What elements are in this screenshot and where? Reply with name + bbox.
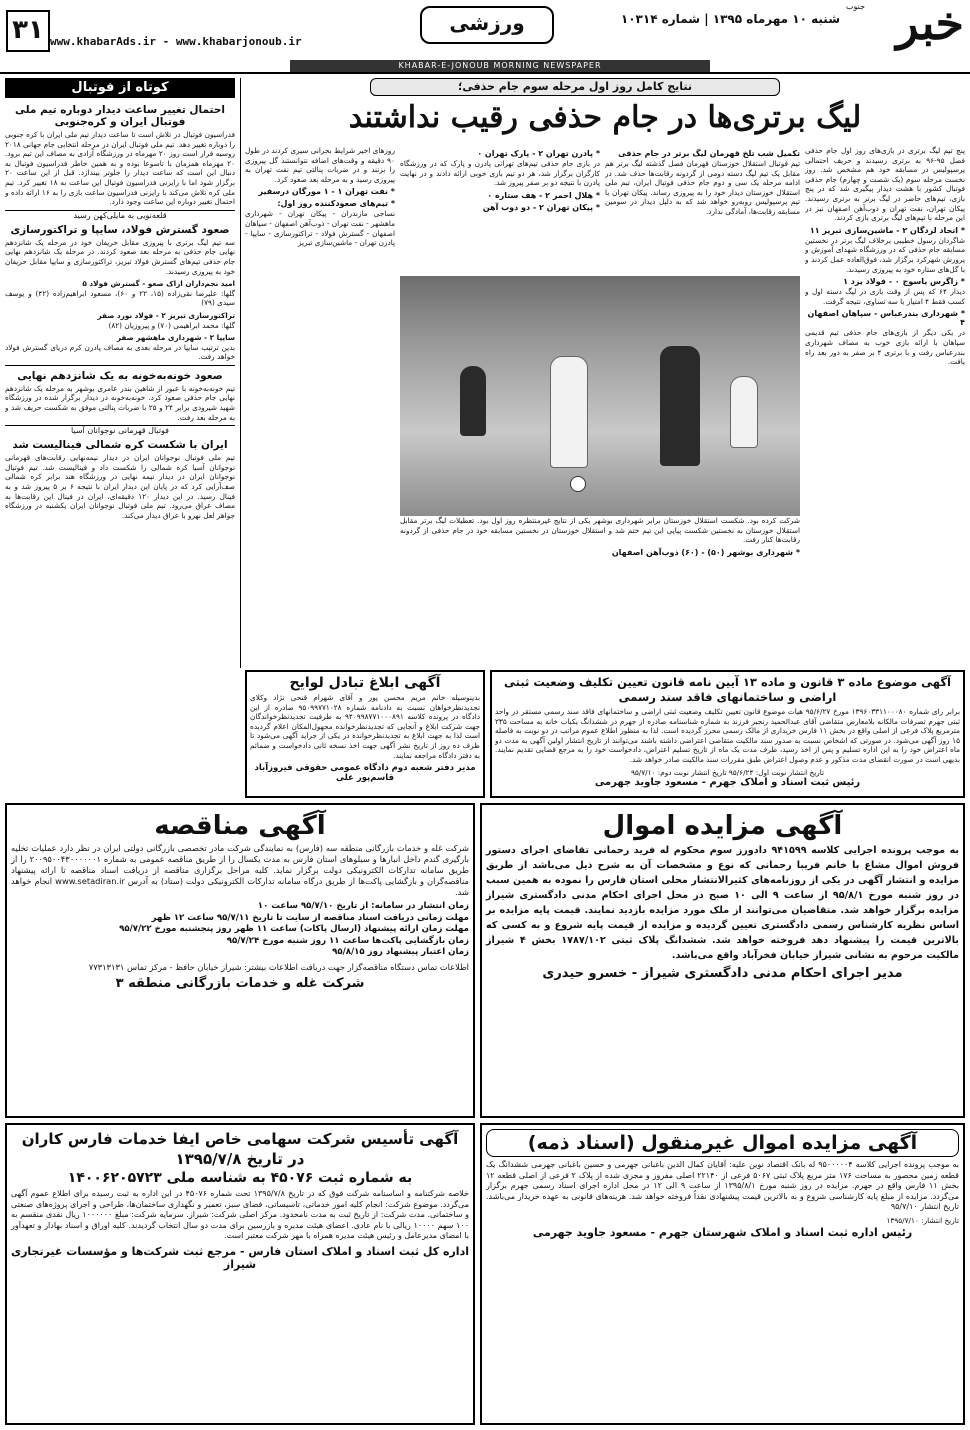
- story-subhead: * زاگرس یاسوج ۰ - فولاد یزد ۱: [843, 277, 965, 287]
- ad-contact: اطلاعات تماس دستگاه مناقصه‌گزار جهت دریافت اطلاعات بیشتر: شیراز خیابان حافظ - مرکز تماس ۷۷۳۱۳۱۳۱: [88, 961, 469, 972]
- story-subhead: * نفت تهران ۱ - ۱ مورگان درسفیر: [258, 187, 395, 197]
- column-rule: [240, 78, 241, 668]
- tender-timeline-item: زمان اعتبار پیشنهاد روز ۹۵/۸/۱۵: [332, 947, 469, 957]
- story-subhead: * اتحاد لردگان ۲ - ماشین‌سازی تبریز ۱۱: [809, 225, 965, 235]
- logo-subtext: جنوب: [846, 2, 866, 11]
- player-figure: [460, 366, 486, 436]
- story-subhead: * شهرداری بوشهر (۵۰) - (۶۰) ذوب‌آهن اصفهان: [611, 547, 800, 557]
- story-column-4: [245, 146, 395, 671]
- match-result: تراکتورسازی تبریز ۲ - فولاد نورد صفر: [97, 310, 235, 320]
- short-news-title: ایران با شکست کره شمالی فینالیست شد: [12, 439, 228, 452]
- logo-text: خبر: [896, 0, 964, 50]
- ad-dates: تاریخ انتشار نوبت اول: ۹۵/۶/۲۴ تاریخ انتشار نوبت دوم: ۹۵/۷/۱۰: [630, 767, 825, 777]
- short-news-column: [5, 100, 235, 670]
- player-figure: [550, 356, 588, 468]
- match-detail: گلها: علیرضا نقی‌زاده (۱۵، ۲۲ و ۶۰)، مسعود ابراهیم‌زاده (۴۲) و یوسف سیدی (۷۹): [5, 288, 235, 308]
- story-column-bottom: [400, 516, 800, 666]
- short-news-title: احتمال تغییر ساعت دیدار دوباره تیم ملی فوتبال ایران و کره‌جنوبی: [15, 104, 225, 128]
- story-subhead: * هلال احمر ۲ - هف ستاره ۰: [487, 190, 600, 200]
- story-subhead: * تیم‌های صعودکننده روز اول:: [277, 199, 395, 209]
- story-subhead: * پیکان تهران ۲ - دو ذوب آهن: [482, 202, 600, 212]
- story-subhead: تکمیل شب تلخ قهرمان لیگ برتر در جام حذفی: [618, 149, 800, 158]
- ad-body: به موجب پرونده اجرایی کلاسه ۹۴۱۵۹۹ دادورز سوم محکوم له فرید رحمانی تقاضای اجرای دستور فروش اموال مشاع با خانم فریبا رحمانی که نوع و مشخصات آن به شرح ذیل می‌باشد از طریق مزایده و انتشار آگهی در یکی از روزنامه‌های کثیرالانتشار محلی استان فارس را نموده به همین سبب در روز شنبه مورخ ۹۵/۸/۱ از ساعت ۹ الی ۱۰ صبح در محل اجرای احکام مدنی دادگستری شیراز مزایده برگزار خواهد شد. متقاضیان می‌توانند از ملک مورد مزایده بازدید نمایند. قیمت پایه مزایده بر اساس نظریه کارشناس رسمی دادگستری تعیین گردیده و مزایده از قیمت پایه شروع و به کسی که بالاترین قیمت را پیشنهاد دهد فروخته خواهد شد. ششدانگ پلاک ثبتی ۱۷۸۷/۱۰۲ بخش ۴ شیراز مالکیت مرحوم به نشانی شیراز خیابان فخرآباد واقع می‌باشد.: [486, 845, 960, 961]
- ad-body: برابر رای شماره ۱۳۹۶۰۳۳۱۱۰۰۰۸۰ مورخ ۹۵/۶/۲۷ هیات موضوع قانون تعیین تکلیف وضعیت ثبتی اراضی و ساختمانهای فاقد سند رسمی مستقر در واحد ثبتی جهرم تصرفات مالکانه بلامعارض متقاضی آقای عبدالحمید رنجبر فرزند به شماره شناسنامه صادره از جهرم در ششدانگ یکباب خانه به مساحت ۲۳۵ مترمربع پلاک فرعی از اصلی واقع در بخش ۱۱ فارس خریداری از مالک رسمی محرز گردیده است. لذا به منظور اطلاع عموم مراتب در دو نوبت به فاصله ۱۵ روز آگهی می‌شود. در صورتی که اشخاص نسبت به صدور سند مالکیت متقاضی اعتراضی داشته باشند می‌توانند از تاریخ انتشار اولین آگهی به مدت دو ماه اعتراض خود را به این اداره تسلیم و پس از اخذ رسید، ظرف مدت یک ماه از تاریخ تسلیم اعتراض، دادخواست خود را به مرجع قضایی تقدیم نمایند. بدیهی است در صورت انقضای مدت مذکور و عدم وصول اعتراض طبق مقررات سند مالکیت صادر خواهد شد.: [495, 707, 961, 764]
- ad-title: آگهی مزایده اموال: [602, 811, 843, 841]
- ad-exchange-briefs: [245, 670, 485, 798]
- story-kicker: نتایج کامل روز اول مرحله سوم جام حذفی؛: [370, 78, 780, 96]
- match-photo: [400, 276, 800, 516]
- ad-title: آگهی مزایده اموال غیرمنقول (اسناد ذمه): [486, 1129, 959, 1157]
- story-subhead: * شهرداری بندرعباس - سپاهان اصفهان ۴: [807, 309, 965, 328]
- story-text: شرکت کرده بود. شکست استقلال خوزستان برابر شهرداری بوشهر یکی از نتایج غیرمنتظره روز اول بود. تعطیلات لیگ برتر مقابل استقلال خوزستان به نخستین شکست پیاپی این تیم ختم شد و استقلال خوزستان در نخستین مسابقه خود در جام حذفی از گردونه رقابت‌ها کنار رفت.: [400, 516, 800, 545]
- short-news-body: تیم ملی فوتبال نوجوانان ایران در دیدار نیمه‌نهایی رقابت‌های قهرمانی نوجوانان آسیا کره شمالی را شکست داد و فینالیست شد. تیم فوتبال نوجوانان ایران در دیدار نیمه نهایی در ورزشگاه هند برابر کره شمالی صف‌آرایی کرد که در پایان این دیدار ایران با نتیجه ۶ بر ۵ پیروز شد و به فینال رسید. در این دیدار ۱۲۰ دقیقه‌ای، ایران در فینال این رقابت‌ها به مصاف عراق می‌رود. تیم ملی فوتبال نوجوانان ایران یکشنبه در ورزشگاه جواهر لعل نهرو با عراق دیدار می‌کند.: [5, 453, 235, 520]
- story-text: تیم فوتبال استقلال خوزستان قهرمان فصل گذشته لیگ برتر هم مقابل یک تیم لیگ دسته دومی از گردونه رقابت‌ها حذف شد. در ادامه مرحله یک سی و دوم جام حذفی فوتبال ایران، تیم ملی استقلال خوزستان دیدار خود را به پیروزی رساند. پیکان تهران با تیم پرسپولیس رو‌به‌رو خواهد شد که به دلیل دیدار در سومین مسابقه رقابت‌ها، آمادگی ندارد.: [605, 159, 800, 216]
- player-figure: [660, 346, 700, 466]
- website-url[interactable]: www.khabarAds.ir - www.khabarjonoub.ir: [50, 35, 302, 48]
- story-text: دیدار ۶۴ که پس از وقت بازی در لیگ دسته اول و کسب فقط ۴ امتیاز با سه تساوی، نتیجه گرفت.: [805, 287, 965, 306]
- ad-signature-name: قاسم‌پور علی: [335, 773, 395, 784]
- divider: [5, 365, 235, 366]
- short-news-body: سه تیم لیگ برتری با پیروزی مقابل حریفان خود در مرحله یک شانزدهم نهایی جام حذفی به مرحله بعد صعود کردند. در مرحله یک شانزدهم نهایی جام حذفی تیم‌های گسترش فولاد تبریز، تراکتورسازی و سایپا مقابل حریفان خود به پیروزی رسیدند.: [5, 237, 235, 276]
- newspaper-logo: [846, 2, 964, 52]
- story-text: شاگردان رسول خطیبی برخلاف لیگ برتر در نخستین مسابقه جام حذفی که در ورزشگاه شهدای آموزش و پرورش شهرکرد برگزار شد، فوق‌العاده عمل کردند و با گل‌های ستاره خود به پیروزی رسیدند.: [805, 235, 965, 274]
- story-column-3: [400, 146, 600, 274]
- short-news-title: صعود گسترش فولاد، سایپا و تراکتورسازی: [10, 223, 230, 236]
- masthead-banner: KHABAR-E-JONOUB MORNING NEWSPAPER: [290, 60, 710, 72]
- short-news-kicker: فوتبال قهرمانی نوجوانان آسیا: [71, 426, 169, 436]
- story-text: پنج تیم لیگ برتری در بازی‌های روز اول جام حذفی فصل ۹۵-۹۶ به برتری رسیدند و حریف احتمالی پرسپولیس در مسابقه خود هم مشخص شد. روز نخست مرحله سوم (یک شصت و چهارم) جام حذفی فوتبال کشور با هشت دیدار پیگیری شد که در پنج بازی، تیم‌های حاضر در لیگ برتر به برتری رسیدند. پیکان تهران، نفت تهران و ذوب‌آهن اصفهان نیز در این مرحله با تیم‌های لیگ برتری بازی کردند.: [805, 146, 965, 223]
- ad-body: شرکت غله و خدمات بازرگانی منطقه سه (فارس) به نمایندگی شرکت مادر تخصصی بازرگانی دولتی ایران در نظر دارد عملیات تخلیه بارگیری گندم داخل انبارها و سیلوهای استان فارس به مدت یکسال را از طریق مناقصه عمومی به شماره ۲۰۰۹۵۰۰۴۳۰۰۰۰۰۰۱ را از طریق سامانه تدارکات الکترونیکی دولت برگزار نماید. کلیه مراحل برگزاری مناقصه از دریافت اسناد مناقصه تا ارائه پیشنهاد مناقصه‌گران و بازگشایی پاکت‌ها از طریق درگاه سامانه تدارکات الکترونیکی دولت (ستاد) به آدرس www.setadiran.ir انجام خواهد شد.: [11, 843, 469, 897]
- short-news-header: کوتاه از فوتبال: [5, 78, 235, 98]
- tender-timeline-item: زمان انتشار در سامانه: از تاریخ ۹۵/۷/۱۰ ساعت ۱۰: [257, 901, 469, 911]
- ad-title: آگهی موضوع ماده ۳ قانون و ماده ۱۳ آیین نامه قانون تعیین تکلیف وضعیت ثبتی اراضی و ساختمانهای فاقد سند رسمی: [504, 675, 951, 704]
- ad-signature: رئیس اداره ثبت اسناد و املاک شهرستان جهرم - مسعود جاوید جهرمی: [532, 1225, 913, 1239]
- issue-date: شنبه ۱۰ مهرماه ۱۳۹۵ | شماره ۱۰۳۱۴: [620, 12, 840, 26]
- ball-icon: [570, 476, 586, 492]
- story-text: در یکی دیگر از بازی‌های جام حذفی تیم قدیمی سپاهان با ارائه بازی خوب به مصاف شهرداری بندرعباس رفت و با برتری ۴ بر صفر به دور بعد راه یافت.: [805, 328, 965, 367]
- short-news-kicker: قلعه‌نویی به مایلی‌کهن رسید: [73, 210, 167, 220]
- match-detail: بدین ترتیب سایپا در مرحله بعدی به مصاف پادرن کرم دریای گسترش فولاد خواهد رفت.: [5, 342, 235, 362]
- ad-auction-immovable: [480, 1123, 965, 1425]
- ad-body: خلاصه شرکتنامه و اساسنامه شرکت فوق که در تاریخ ۱۳۹۵/۷/۸ تحت شماره ۴۵۰۷۶ در این اداره به ثبت رسیده برای اطلاع عموم آگهی می‌گردد. موضوع شرکت: انجام کلیه امور خدماتی، تاسیساتی، فضای سبز، تعمیر و نگهداری ساختمان‌ها، طراحی و اجرای پروژه‌های صنعتی و ساختمانی. مدت شرکت: از تاریخ ثبت به مدت نامحدود. مرکز اصلی شرکت: شیراز. سرمایه شرکت: مبلغ ۱۰۰۰۰۰۰ ریال نقدی منقسم به ۱۰۰ سهم ۱۰۰۰۰ ریالی با نام عادی. اعضای هیئت مدیره و بازرسین برای مدت دو سال انتخاب گردیدند. کلیه اوراق و اسناد بهادار و تعهدآور با امضای مدیرعامل و رئیس هیئت مدیره همراه با مهر شرکت معتبر است.: [11, 1189, 469, 1241]
- section-title: ورزشی: [420, 6, 554, 44]
- ad-land-registry: [490, 670, 965, 798]
- ad-date: تاریخ انتشار: ۱۳۹۵/۷/۱۰: [886, 1215, 959, 1225]
- ad-signature: مدیر دفتر شعبه دوم دادگاه عمومی حقوقی فیروزآباد: [254, 763, 476, 774]
- ad-title: آگهی مناقصه: [154, 811, 326, 841]
- ad-body: به موجب پرونده اجرایی کلاسه ۹۵۰۰۰۰۰۴ له بانک اقتصاد نوین علیه: آقایان کمال الدین باغبانی جهرمی و حسین باغبانی جهرمی ششدانگ یک قطعه زمین محصور به مساحت ۱۷۶ متر مربع پلاک ثبتی ۵۰۶۷ فرعی از ۲۲۱۴۰ اصلی مفروز و مجزی شده از پلاک ۲ فرعی از اصلی قطعه ۱۲ بخش ۱۱ فارس واقع در جهرم. مزایده در روز شنبه مورخ ۱۳۹۵/۸/۱ از ساعت ۹ الی ۱۲ در محل اداره اجرای اسناد رسمی جهرم برگزار می‌گردد. مزایده از مبلغ پایه کارشناسی شروع و به بالاترین قیمت پیشنهادی نقداً فروخته خواهد شد. هزینه‌های قانونی به عهده خریدار می‌باشد. تاریخ انتشار ۹۵/۷/۱۰: [486, 1160, 960, 1212]
- tender-timeline-item: زمان بازگشایی پاکت‌ها ساعت ۱۱ روز شنبه مورخ ۹۵/۷/۲۴: [226, 935, 469, 946]
- page-number: ۳۱: [6, 10, 50, 52]
- match-detail: گلها: محمد ابراهیمی (۷۰) و پیروزیان (۸۲): [108, 320, 235, 330]
- ad-company-registration: [5, 1123, 475, 1425]
- story-headline: لیگ برتری‌ها در جام حذفی رقیب نداشتند: [348, 100, 862, 135]
- ad-body: بدینوسیله خانم مریم محسن پور و آقای شهرام قنحی نژاد وکلای تجدیدنظرخواهان نسبت به دادنامه شماره ۹۵۰۹۹۷۷۱۰۲۸ صادره از این دادگاه در پرونده کلاسه ۹۴۰۹۹۸۷۷۱۰۰۰۸۹۱ به طرفیت تجدیدنظرخواندگان جهت شرکت ابلاغ و آنجایی که تجدیدنظرخوانده مجهول‌المکان اعلام گردیده است لذا به جهت ابلاغ به تجدیدنظرخوانده در یکی از جراید آگهی می‌شود تا ظرف ده روز از تاریخ نشر آگهی جهت اخذ نسخه ثانی دادخواست و ضمائم به دفتر دادگاه مراجعه نمایند.: [250, 693, 480, 760]
- ad-signature: رئیس ثبت اسناد و املاک جهرم - مسعود جاوید جهرمی: [594, 777, 861, 789]
- player-figure: [730, 376, 758, 448]
- ad-signature: مدیر اجرای احکام مدنی دادگستری شیراز - خسرو حیدری: [542, 966, 903, 981]
- story-text: در بازی جام حذفی تیم‌های تهرانی پادرن و پارک که در ورزشگاه کارگران برگزار شد، هر دو تیم بازی خوبی ارائه دادند و در نهایت پادرن با نتیجه دو بر صفر پیروز شد.: [400, 159, 600, 188]
- ad-subtitle: به شماره ثبت ۴۵۰۷۶ به شناسه ملی ۱۴۰۰۶۲۰۵۷۲۳: [67, 1170, 413, 1186]
- tender-timeline-item: مهلت زمانی دریافت اسناد مناقصه از سایت تا تاریخ ۹۵/۷/۱۱ ساعت ۱۲ ظهر: [151, 912, 469, 923]
- ad-title: آگهی ابلاغ تبادل لوایح: [289, 675, 441, 691]
- short-news-body: تیم خونه‌به‌خونه با عبور از شاهین بندر عامری بوشهر به مرحله یک شانزدهم نهایی جام حذفی صعود کرد. خونه‌به‌خونه در دیدار برگزار شده در ورزشگاه شهید شیرودی برابر ۲۴ و ۲۵ با ضربات پنالتی موفق به شکست حریف شد و به مرحله بعد رفت.: [5, 383, 235, 422]
- ad-auction-property: [480, 803, 965, 1118]
- match-result: امید نجم‌داران اراک صعو - گسترش فولاد ۵: [82, 279, 235, 289]
- story-column-2: [605, 146, 800, 274]
- story-text: نساجی مازندران - پیکان تهران - شهرداری ماهشهر - نفت تهران - ذوب‌آهن اصفهان - سپاهان اصفهان - گسترش فولاد - تراکتورسازی - سایپا - پادرن تهران - ماشین‌سازی تبریز: [245, 209, 395, 248]
- ad-signature: اداره کل ثبت اسناد و املاک استان فارس - مرجع ثبت شرکت‌ها و مؤسسات غیرتجاری شیراز: [10, 1244, 469, 1271]
- short-news-body: فدراسیون فوتبال در تلاش است تا ساعت دیدار تیم ملی ایران با کره جنوبی را دوباره تغییر دهد. تیم ملی فوتبال ایران در مرحله انتخابی جام جهانی ۲۰۱۸ روسیه قرار است روز ۲۰ مهرماه در ورزشگاه آزادی به مصاف این تیم برود. ۲۰ مهرماه همزمان با تاسوعا بوده و به همین خاطر فدراسیون فوتبال به دنبال این است که ساعت دیدار را جلوتر بیندازد. قبل از این ساعت ۲۰ برگزار شود اما با رایزنی فدراسیون فوتبال این ساعت به ۱۸ تغییر کرد. تیم ملی کره تلاش می‌کند با رایزنی فدراسیون ساعت بازی را به ۱۶ ارائه داده و احتمال تغییر دوباره این ساعت وجود دارد.: [5, 130, 235, 207]
- match-result: سایپا ۲ - شهرداری ماهشهر صفر: [116, 333, 235, 343]
- story-column-1: [805, 146, 965, 671]
- masthead: [0, 0, 970, 74]
- tender-timeline-item: مهلت زمان ارائه پیشنهاد (ارسال پاکات) ساعت ۱۱ ظهر روز پنجشنبه مورخ ۹۵/۷/۲۲: [119, 924, 469, 934]
- short-news-title: صعود خونه‌به‌خونه به یک شانزدهم نهایی: [17, 369, 223, 382]
- ad-tender: [5, 803, 475, 1118]
- ad-signature: شرکت غله و خدمات بازرگانی منطقه ۳: [115, 975, 365, 991]
- ad-title: آگهی تأسیس شرکت سهامی خاص ایفا خدمات فارس کاران در تاریخ ۱۳۹۵/۷/۸: [21, 1130, 459, 1168]
- story-text: روزهای اخیر شرایط بحرانی سیری کردند در طول ۹۰ دقیقه و وقت‌های اضافه نتوانستند گل پیروزی را بزنند و در ضربات پنالتی تیم نفت تهران به پیروزی رسید و به مرحله بعد صعود کرد.: [245, 146, 395, 184]
- story-subhead: * پادرن تهران ۲ - پارک تهران ۰: [477, 149, 600, 158]
